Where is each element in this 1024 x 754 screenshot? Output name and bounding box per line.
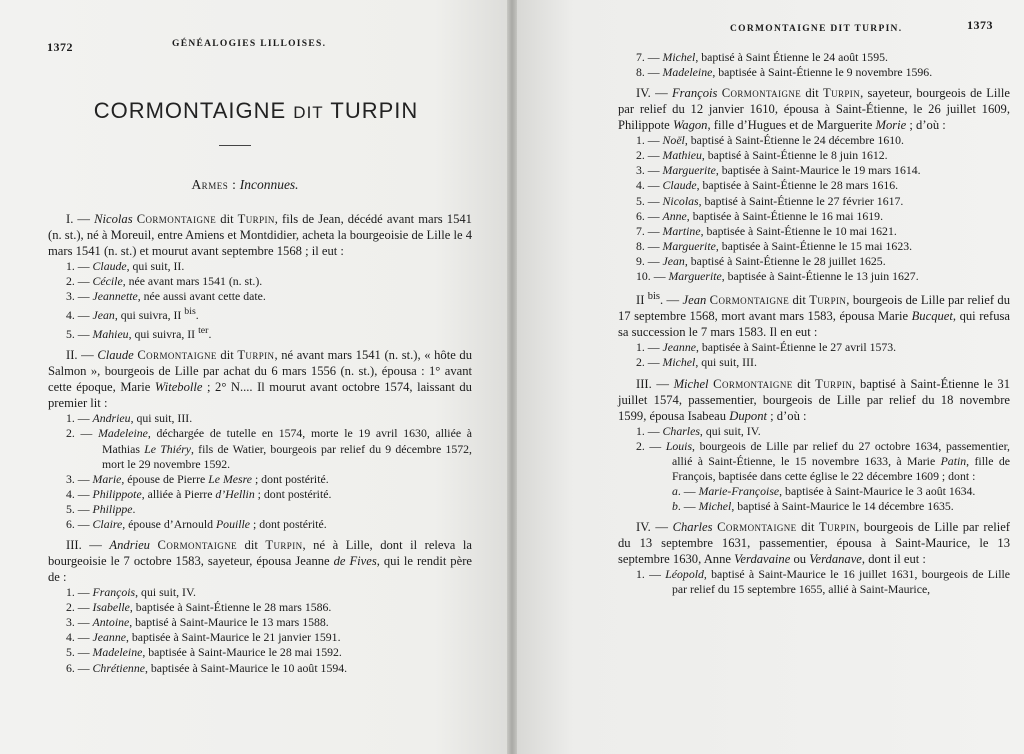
title-main: CORMONTAIGNE [93,98,287,123]
child-entry: 2. — Cécile, née avant mars 1541 (n. st.). [66,274,263,289]
title-dit: DIT [293,103,324,122]
child-entry: 5. — Mahieu, qui suivra, II $^{ter}$. [66,325,212,342]
child-entry: 3. — Jeannette, née aussi avant cette date. [66,289,266,304]
child-entry: 9. — Jean, baptisé à Saint-Étienne le 28 juillet 1625. [636,253,886,268]
child-entry: 4. — Claude, baptisée à Saint-Étienne le 28 mars 1616. [636,178,899,193]
child-entry: 8. — Marguerite, baptisée à Saint-Étienne le 15 mai 1623. [636,238,913,253]
running-head-left: GÉNÉALOGIES LILLOISES. [172,39,327,49]
child-entry: 2. — Louis, bourgeois de Lille par relief du 27 octobre 1634, passementier, allié à Saint-Étienne, le 15 novembre 1633, à Marie Patin, fille de François, baptisée dans cette église le 22 décembre 1609 ; dont : [636,438,1011,483]
right-text-column [618,50,1010,597]
generation-paragraph: IV. — Charles Cormontaigne dit Turpin, bourgeois de Lille par relief du 13 septembre 1631, passementier, épousa à Saint-Maurice, le 13 septembre 1630, Anne Verdavaine ou Verdanave, dont il eut : [618,520,1010,567]
book-gutter [507,0,517,754]
child-entry: 6. — Claire, épouse d’Arnould Pouille ; dont postérité. [66,516,327,531]
child-entry: 6. — Anne, baptisée à Saint-Étienne le 16 mai 1619. [636,208,884,223]
left-text-column [48,206,472,676]
right-page [512,0,1024,754]
generation-paragraph: II $^{bis}$. — Jean Cormontaigne dit Turpin, bourgeois de Lille par relief du 17 septembre 1568, mort avant mars 1583, épousa Marie Bucquet, qui refusa sa succession le 7 mars 1583. Il en eut : [618,291,1010,340]
child-entry: 6. — Chrétienne, baptisée à Saint-Maurice le 10 août 1594. [66,660,348,675]
generation-paragraph: I. — Nicolas Cormontaigne dit Turpin, fils de Jean, décédé avant mars 1541 (n. st.), né à Moreuil, entre Amiens et Montdidier, acheta la bourgeoisie de Lille le 4 mars 1541 (n. st.) et mourut avant septembre 1568 ; il eut : [48,212,472,258]
child-entry: 3. — Marie, épouse de Pierre Le Mesre ; dont postérité. [66,471,329,486]
child-entry: 7. — Martine, baptisée à Saint-Étienne le 10 mai 1621. [636,223,897,238]
child-entry: 1. — Léopold, baptisé à Saint-Maurice le 16 juillet 1631, bourgeois de Lille par relief du 15 septembre 1655, allié à Saint-Maurice, [636,567,1011,597]
child-entry: 5. — Philippe. [66,501,136,516]
child-entry: 1. — Claude, qui suit, II. [66,259,185,273]
page-number-left: 1372 [47,40,73,54]
generation-paragraph: III. — Andrieu Cormontaigne dit Turpin, né à Lille, dont il releva la bourgeoisie le 7 octobre 1583, sayeteur, épousa Jeanne de Fives, qui le rendit père de : [48,538,473,585]
child-entry: 1. — François, qui suit, IV. [66,585,196,600]
child-entry: 4. — Jean, qui suivra, II $^{bis}$. [66,306,199,323]
child-entry: 1. — Charles, qui suit, IV. [636,423,761,438]
title-turpin: TURPIN [330,98,419,123]
child-entry: 8. — Madeleine, baptisée à Saint-Étienne le 9 novembre 1596. [636,65,933,80]
title-rule [219,145,251,146]
child-entry: 4. — Philippote, alliée à Pierre d’Hellin ; dont postérité. [66,486,332,501]
page-number-right: 1373 [967,18,993,32]
page-title [0,98,512,124]
child-entry: 2. — Madeleine, déchargée de tutelle en 1574, morte le 19 avril 1630, alliée à Mathias Le Thiéry, fils de Watier, bourgeois par relief du 9 décembre 1572, mort le 29 novembre 1592. [66,426,472,471]
armes-line [0,177,490,193]
running-head-right: CORMONTAIGNE DIT TURPIN. [730,24,903,34]
child-entry: 1. — Jeanne, baptisée à Saint-Étienne le 27 avril 1573. [636,340,897,355]
child-entry: a. — Marie-Françoise, baptisée à Saint-Maurice le 3 août 1634. [672,483,976,498]
child-entry: 2. — Michel, qui suit, III. [636,355,757,370]
child-entry: 1. — Andrieu, qui suit, III. [66,411,193,426]
child-entry: 7. — Michel, baptisé à Saint Étienne le 24 août 1595. [636,50,888,64]
generation-paragraph: II. — Claude Cormontaigne dit Turpin, né avant mars 1541 (n. st.), « hôte du Salmon », bourgeois de Lille par achat du 6 mars 1556 (n. st.), épousa : 1° avant cette époque, Marie Witebolle ; 2° N.... Il mourut avant octobre 1574, laissant du premier lit : [48,348,472,411]
child-entry: 1. — Noël, baptisé à Saint-Étienne le 24 décembre 1610. [636,133,904,148]
child-entry: 3. — Marguerite, baptisée à Saint-Maurice le 19 mars 1614. [636,163,921,178]
child-entry: 5. — Madeleine, baptisée à Saint-Maurice le 28 mai 1592. [66,645,342,660]
child-entry: 3. — Antoine, baptisé à Saint-Maurice le 13 mars 1588. [66,615,329,630]
child-entry: 10. — Marguerite, baptisée à Saint-Étienne le 13 juin 1627. [636,269,919,284]
child-entry: 2. — Isabelle, baptisée à Saint-Étienne le 28 mars 1586. [66,600,332,615]
child-entry: b. — Michel, baptisé à Saint-Maurice le 14 décembre 1635. [672,498,954,513]
generation-paragraph: IV. — François Cormontaigne dit Turpin, sayeteur, bourgeois de Lille par relief du 12 janvier 1610, épousa à Saint-Étienne, le 26 juillet 1609, Philippote Wagon, fille d’Hugues et de Marguerite Morie ; d’où : [618,86,1011,133]
child-entry: 2. — Mathieu, baptisé à Saint-Étienne le 8 juin 1612. [636,148,888,163]
armes-label: Armes : [191,177,237,192]
armes-value: Inconnues. [239,177,299,192]
child-entry: 4. — Jeanne, baptisée à Saint-Maurice le 21 janvier 1591. [66,630,341,645]
child-entry: 5. — Nicolas, baptisé à Saint-Étienne le 27 février 1617. [636,193,904,208]
generation-paragraph: III. — Michel Cormontaigne dit Turpin, baptisé à Saint-Étienne le 31 juillet 1574, passementier, bourgeois de Lille par relief du 18 novembre 1599, épousa Isabeau Dupont ; d’où : [618,376,1010,423]
